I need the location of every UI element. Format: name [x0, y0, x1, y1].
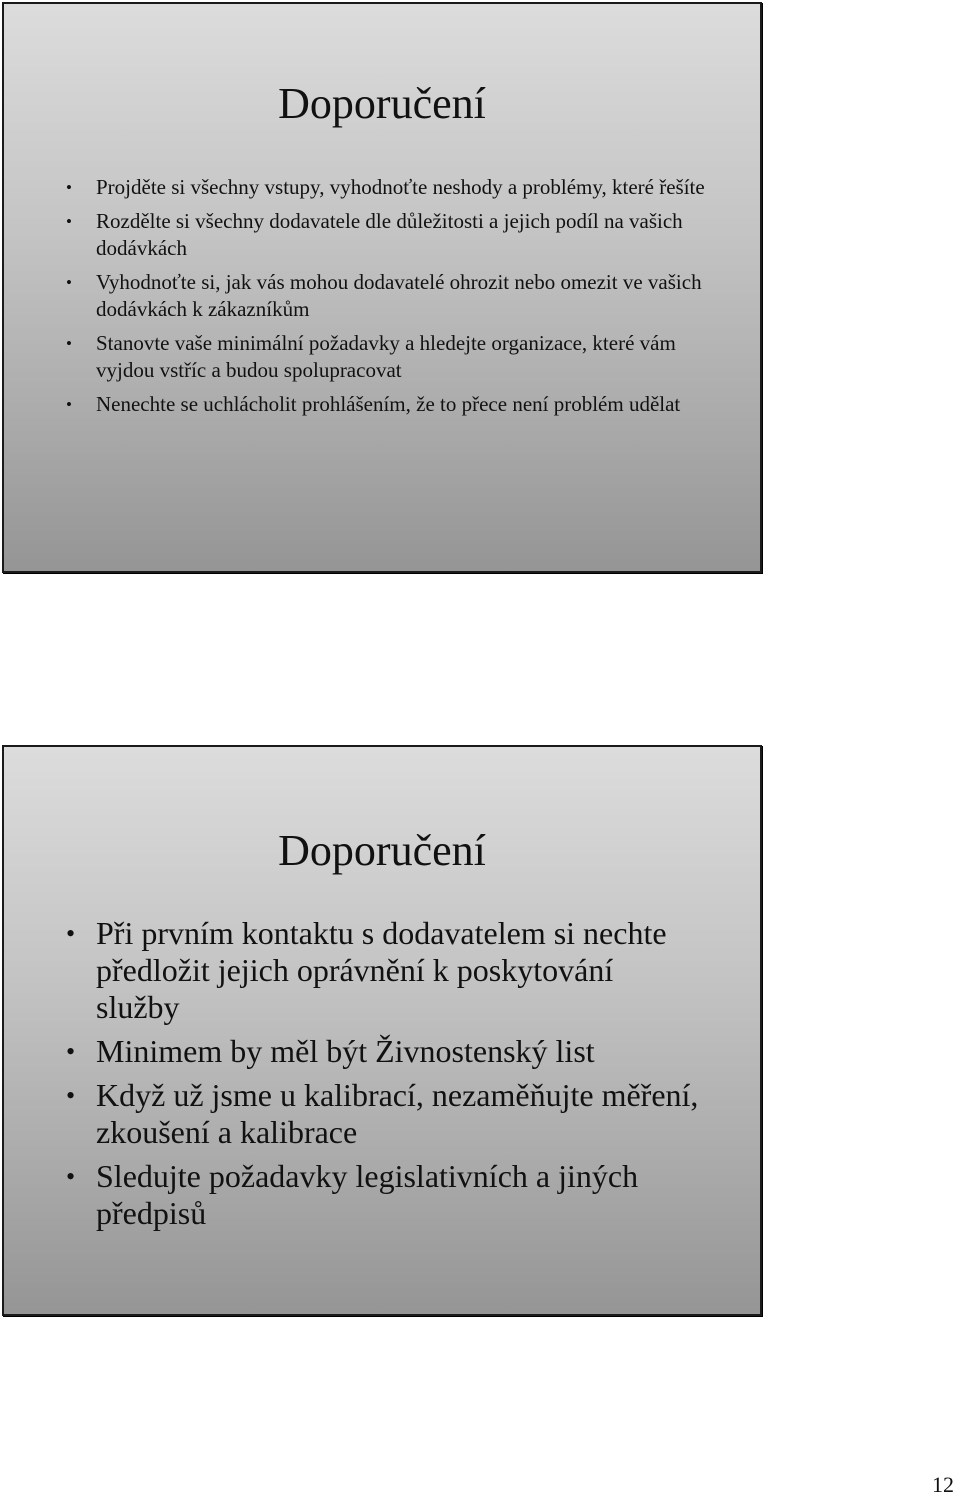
bullet-icon: • — [66, 1081, 76, 1110]
list-item — [4, 391, 724, 418]
bullet-text: Minimem by měl být Živnostenský list — [96, 1033, 595, 1069]
list-item — [4, 269, 724, 323]
bullet-icon: • — [66, 212, 72, 231]
list-item — [4, 1033, 704, 1070]
list-item — [4, 330, 724, 384]
list-item — [4, 208, 724, 262]
bullet-text: Vyhodnoťte si, jak vás mohou dodavatelé ohrozit nebo omezit ve vašich dodávkách k zákazníkům — [96, 270, 702, 321]
slide-title: Doporučení — [278, 79, 486, 128]
bullet-text: Sledujte požadavky legislativních a jiných předpisů — [96, 1158, 639, 1231]
list-item — [4, 915, 704, 1026]
bullet-text: Při prvním kontaktu s dodavatelem si nechte předložit jejich oprávnění k poskytování služby — [96, 915, 667, 1025]
page-number: 12 — [932, 1472, 954, 1497]
slide-title: Doporučení — [278, 826, 486, 875]
list-item — [4, 1077, 704, 1151]
bullet-icon: • — [66, 395, 72, 414]
bullet-icon: • — [66, 178, 72, 197]
bullet-text: Projděte si všechny vstupy, vyhodnoťte neshody a problémy, které řešíte — [96, 175, 705, 199]
bullet-text: Stanovte vaše minimální požadavky a hledejte organizace, které vám vyjdou vstříc a budou spolupracovat — [96, 331, 676, 382]
bullet-icon: • — [66, 1162, 76, 1191]
slide-1 — [2, 2, 762, 573]
slide-2 — [2, 745, 762, 1316]
bullet-icon: • — [66, 334, 72, 353]
list-item — [4, 174, 724, 201]
list-item — [4, 1158, 704, 1232]
bullet-icon: • — [66, 273, 72, 292]
bullet-text: Když už jsme u kalibrací, nezaměňujte měření, zkoušení a kalibrace — [96, 1077, 699, 1150]
bullet-icon: • — [66, 919, 76, 948]
bullet-text: Nenechte se uchlácholit prohlášením, že to přece není problém udělat — [96, 392, 681, 416]
bullet-list — [4, 174, 724, 425]
bullet-list — [4, 915, 704, 1239]
bullet-icon: • — [66, 1037, 76, 1066]
bullet-text: Rozdělte si všechny dodavatele dle důležitosti a jejich podíl na vašich dodávkách — [96, 209, 683, 260]
